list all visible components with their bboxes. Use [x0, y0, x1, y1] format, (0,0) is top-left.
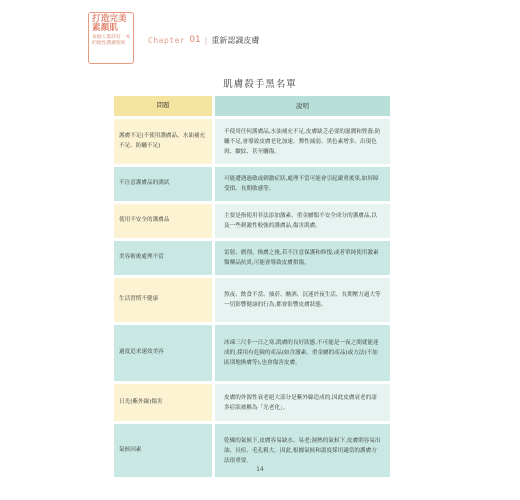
table-row [114, 278, 390, 322]
book-title-box [88, 12, 134, 64]
table-row [114, 241, 390, 275]
row-problem: 美容術後處理不當 [114, 241, 212, 275]
blacklist-table [114, 96, 390, 480]
page-number: 14 [256, 466, 264, 473]
row-problem: 氣候因素 [114, 424, 212, 477]
row-problem: 過度追求速效美容 [114, 325, 212, 381]
chapter-header [148, 34, 259, 46]
book-title: 打造完美素顏肌 [92, 14, 127, 33]
row-problem: 不注意護膚品的測試 [114, 167, 212, 201]
row-explanation: 可能遭遇過敏或刺激症狀,處理不當可能會引起嚴重後果,如屏障受損、長期敏感等。 [215, 167, 390, 201]
row-explanation: 皮膚的外源性衰老絕大部分是紫外線造成的,因此皮膚衰老的諸多症狀被稱為「光老化」。 [215, 384, 390, 421]
row-problem: 護膚不足(不使用護膚品、水油補充不足、防曬不足) [114, 119, 212, 164]
chapter-number: 01 [189, 35, 201, 45]
table-row [114, 204, 390, 238]
row-problem: 生活習慣不健康 [114, 278, 212, 322]
row-explanation: 雷射、磨削、換膚之後,若不注意保護和修復,或者單純使用激素類藥品抗炎,可能會導致皮膚損傷。 [215, 241, 390, 275]
row-problem: 日光(紫外線)傷害 [114, 384, 212, 421]
row-explanation: 主要是指使用非法添加激素、重金屬類不安全成分的護膚品,以及一些刺激性較強的護膚品,傷害肌膚。 [215, 204, 390, 238]
table-row [114, 167, 390, 201]
book-subtitle: 每個人都該有一本的理性護膚聖經 [92, 35, 131, 47]
table-row [114, 384, 390, 421]
table-header-row [114, 96, 390, 116]
chapter-label: Chapter [148, 35, 186, 45]
table-row [114, 119, 390, 164]
row-explanation: 不使用任何護膚品,水油補充不足,皮膚缺乏必要的滋潤和營養;防曬不足,會導致皮膚老化加速、彈性減弱、黑色素增多、出現色斑、皺紋、甚至曬傷。 [215, 119, 390, 164]
section-title: 重新認識皮膚 [211, 35, 260, 45]
header-problem: 問題 [114, 96, 212, 116]
page-title: 肌膚殺手黑名單 [223, 79, 297, 90]
header-explanation: 說明 [215, 96, 390, 116]
row-problem: 使用不安全的護膚品 [114, 204, 212, 238]
row-explanation: 乾燥的氣候下,皮膚容易缺水、易老;濕熱的氣候下,皮膚則容易出油、長痘、毛孔粗大。因此,根據氣候和溫度採用適當的護膚方法很重要。 [215, 424, 390, 477]
header-separator: | [204, 35, 208, 45]
row-explanation: 熬夜、飲食不當、抽菸、酗酒、沉迷於夜生活、長期壓力過大等一切影響健康的行為,都會影響皮膚狀態。 [215, 278, 390, 322]
row-explanation: 冰凍三尺非一日之寒,肌膚的良好狀態,不可能是一夜之間就能達成的,採用有危險的產品(如含激素、重金屬的產品)或方法(不加區別地換膚等),也會傷害皮膚。 [215, 325, 390, 381]
table-row [114, 325, 390, 381]
